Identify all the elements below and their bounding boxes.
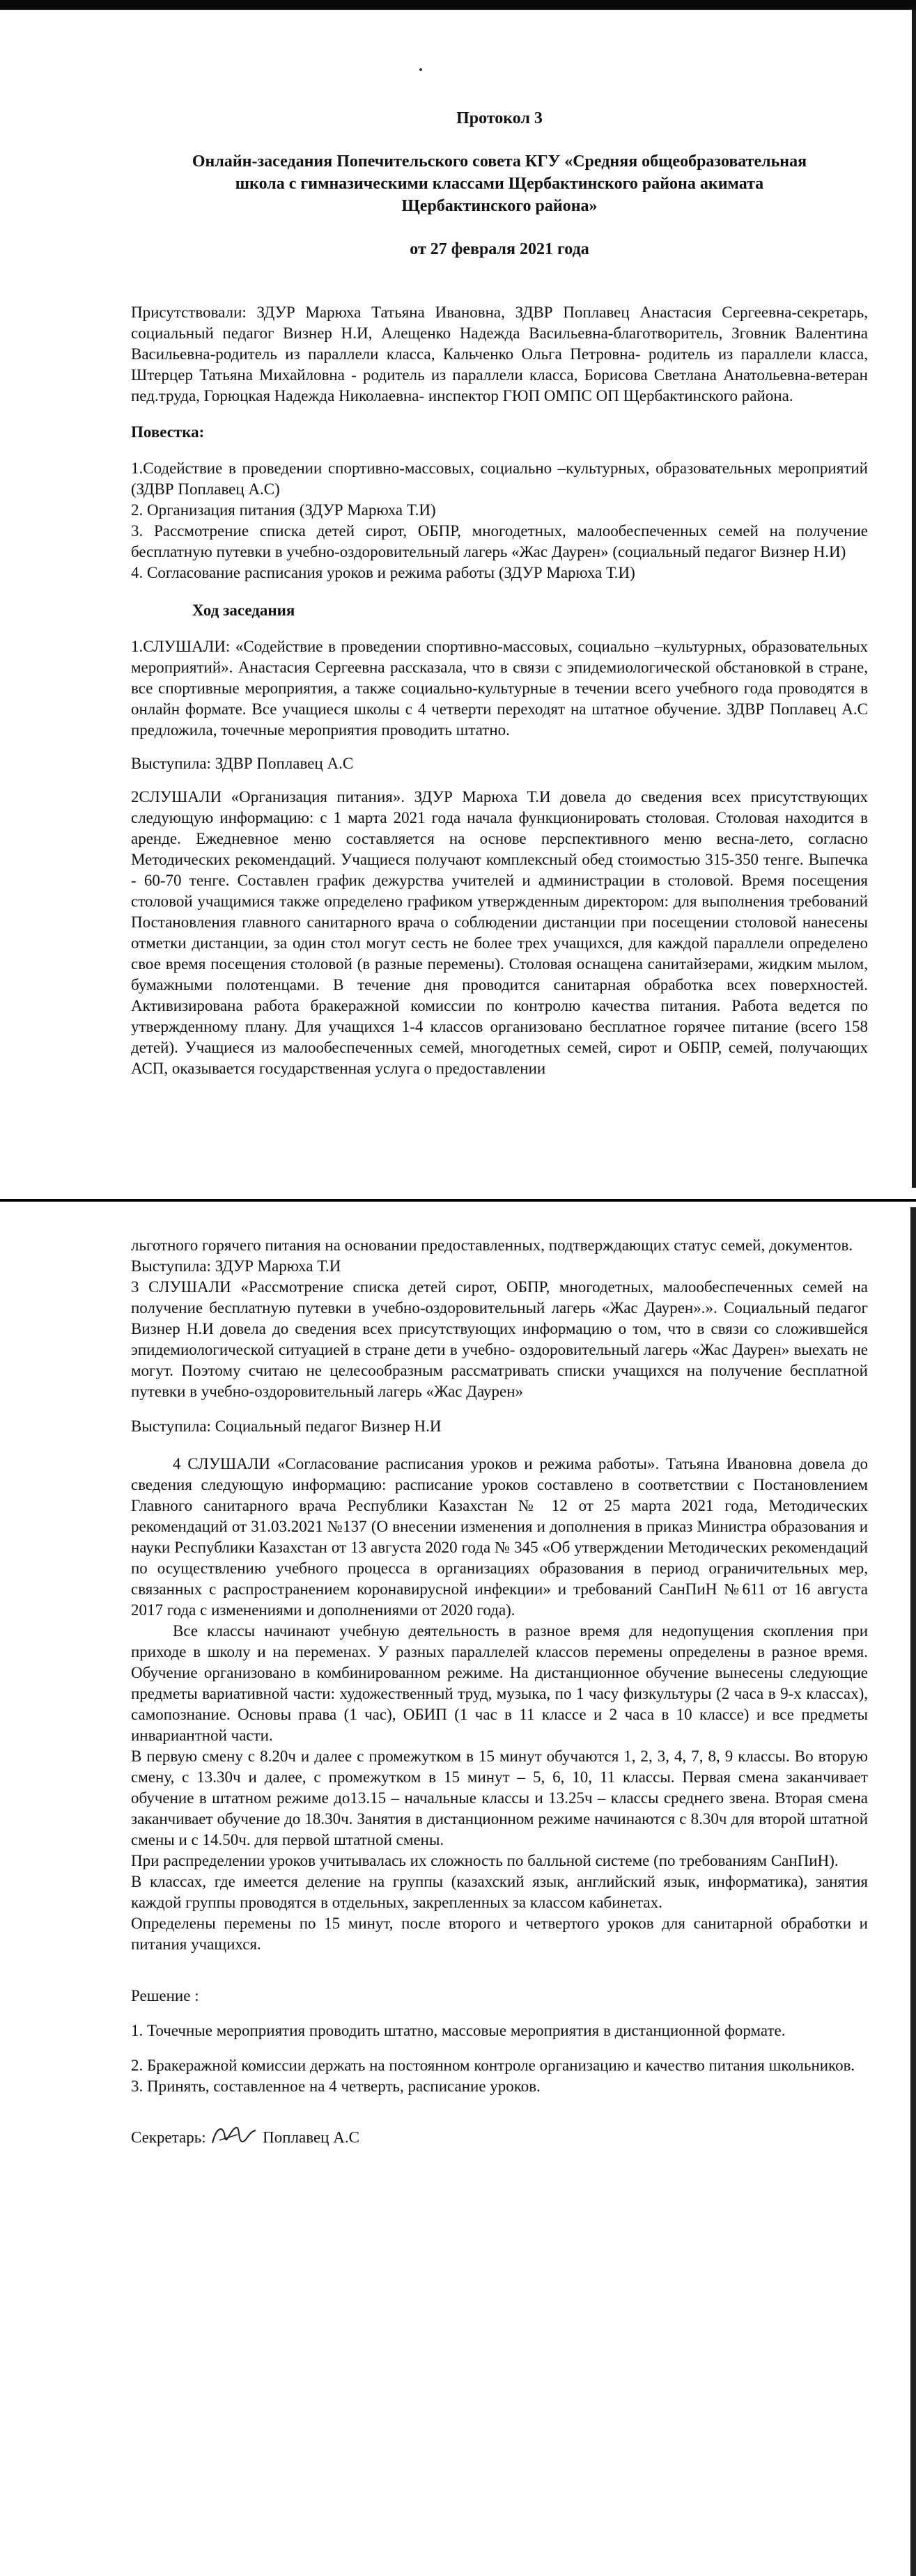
proceedings-heading: Ход заседания bbox=[192, 602, 295, 619]
document-page-1 bbox=[0, 10, 916, 1207]
page-2-content bbox=[131, 1235, 868, 2155]
agenda-item-2: 2. Организация питания (ЗДУР Марюха Т.И) bbox=[131, 501, 436, 519]
scan-top-edge bbox=[0, 0, 916, 10]
item-2-continuation: льготного горячего питания на основании предоставленных, подтверждающих статус семей, документов. bbox=[131, 1236, 853, 1254]
meeting-date: от 27 февраля 2021 года bbox=[410, 240, 589, 258]
title-line-3: Щербактинского района» bbox=[401, 197, 598, 215]
item-2-speaker: Выступила: ЗДУР Марюха Т.И bbox=[131, 1257, 341, 1275]
document-page-2 bbox=[0, 1207, 916, 2576]
item-4-paragraph-6: Определены перемены по 15 минут, после второго и четвертого уроков для санитарной обработки и питания учащихся. bbox=[131, 1915, 868, 1953]
decision-item-2: 2. Бракеражной комиссии держать на постоянном контроле организацию и качество питания школьников. bbox=[131, 2057, 855, 2074]
item-2-paragraph: 2СЛУШАЛИ «Организация питания». ЗДУР Марюха Т.И довела до сведения всех присутствующих следующую информацию: с 1 марта 2021 года начала функционировать столовая. Столовая находится в аренде. Ежедневное меню составляется на основе перспективного меню весна-лето, согласно Методических рекомендаций. Учащиеся получают комплексный обед стоимостью 315-350 тенге. Выпечка - 60-70 тенге. Составлен график дежурства учителей и администрации в столовой. Время посещения столовой учащимися также определено графиком утвержденным директором: для выполнения требований Постановления главного санитарного врача о соблюдении дистанции при посещении столовой нанесены отметки дистанции, за один стол могут сесть не более трех учащихся, для каждой параллели определено свое время посещения столовой (в разные перемены). Столовая оснащена санитайзерами, жидким мылом, бумажными полотенцами. В течение дня проводится санитарная обработка всех поверхностей. Активизирована работа бракеражной комиссии по контролю качества питания. Работа ведется по утвержденному плану. Для учащихся 1-4 классов организовано бесплатное горячее питание (всего 158 детей). Учащиеся из малообеспеченных семей, многодетных семей, сирот и ОБПР, семей, получающих АСП, оказывается государственная услуга о предоставлении bbox=[131, 788, 868, 1077]
secretary-name: Поплавец А.С bbox=[263, 2128, 359, 2146]
signature-line bbox=[131, 2122, 868, 2155]
title-line-1: Онлайн-заседания Попечительского совета КГУ «Средняя общеобразовательная bbox=[192, 152, 807, 171]
item-4-paragraph-3: В первую смену с 8.20ч и далее с промежутком в 15 минут обучаются 1, 2, 3, 4, 7, 8, 9 классы. Во вторую смену, с 13.30ч и далее, с промежутком в 15 минут – 5, 6, 10, 11 классы. Первая смена заканчивает обучение в штатном режиме до13.15 – начальные классы и 13.25ч – классы среднего звена. Вторая смена заканчивает обучение до 18.30ч. Занятия в дистанционном режиме начинаются с 8.30ч для второй штатной смены и с 14.50ч. для первой штатной смены. bbox=[131, 1748, 868, 1848]
attendees-paragraph: Присутствовали: ЗДУР Марюха Татьяна Ивановна, ЗДВР Поплавец Анастасия Сергеевна-секретарь, социальный педагог Визнер Н.И, Алещенко Надежда Васильевна-благотворитель, Зговник Валентина Васильевна-родитель из параллели класса, Кальченко Ольга Петровна- родитель из параллели класса, Штерцер Татьяна Михайловна - родитель из параллели класса, Борисова Светлана Анатольевна-ветеран пед.труда, Горюцкая Надежда Николаевна- инспектор ГЮП ОМПС ОП Щербактинского района. bbox=[131, 304, 868, 405]
item-1-speaker: Выступила: ЗДВР Поплавец А.С bbox=[131, 755, 354, 772]
item-4-paragraph-2: Все классы начинают учебную деятельность в разное время для недопущения скопления при приходе в школу и на переменах. У разных параллелей классов перемены определены в разное время. Обучение организовано в комбинированном режиме. На дистанционное обучение вынесены следующие предметы вариативной части: художественный труд, музыка, по 1 часу физкультуры (2 часа в 9-х классах), самопознание. Основы права (1 час), ОБИП (1 час в 11 классе и 2 часа в 10 классе) и все предметы инвариантной части. bbox=[131, 1622, 868, 1744]
scan-speck bbox=[419, 68, 422, 71]
handwritten-signature bbox=[210, 2122, 258, 2155]
secretary-label: Секретарь: bbox=[131, 2128, 206, 2146]
decisions-heading: Решение : bbox=[131, 1987, 199, 2004]
scan-page-separator bbox=[0, 1199, 916, 1202]
item-1-paragraph: 1.СЛУШАЛИ: «Содействие в проведении спортивно-массовых, социально –культурных, образовательных мероприятий». Анастасия Сергеевна рассказала, что в связи с эпидемиологической обстановкой в стране, все спортивные мероприятия, а также социально-культурные в течении всего учебного года проводятся в онлайн формате. Все учащиеся школы с 4 четверти переходят на штатное обучение. ЗДВР Поплавец А.С предложила, точечные мероприятия проводить штатно. bbox=[131, 638, 868, 739]
scan-right-edge bbox=[912, 10, 916, 1207]
agenda-heading: Повестка: bbox=[131, 423, 205, 441]
item-4-paragraph-4: При распределении уроков учитывалась их сложность по балльной системе (по требованиям СанПиН). bbox=[131, 1852, 839, 1869]
decision-item-3: 3. Принять, составленное на 4 четверть, расписание уроков. bbox=[131, 2078, 541, 2095]
page-1-content bbox=[131, 107, 868, 1079]
agenda-item-3: 3. Рассмотрение списка детей сирот, ОБПР, многодетных, малообеспеченных семей на получение бесплатную путевки в учебно-оздоровительный лагерь «Жас Даурен» (социальный педагог Визнер Н.И) bbox=[131, 522, 868, 560]
scan-right-edge-2 bbox=[910, 1207, 916, 2576]
item-4-paragraph-5: В классах, где имеется деление на группы (казахский язык, английский язык, информатика), занятия каждой группы проводятся в отдельных, закрепленных за классом кабинетах. bbox=[131, 1873, 868, 1911]
decision-item-1: 1. Точечные мероприятия проводить штатно, массовые мероприятия в дистанционной формате. bbox=[131, 2022, 786, 2039]
agenda-item-1: 1.Содействие в проведении спортивно-массовых, социально –культурных, образовательных мероприятий (ЗДВР Поплавец А.С) bbox=[131, 460, 868, 498]
protocol-number: Протокол 3 bbox=[456, 109, 543, 127]
title-line-2: школа с гимназическими классами Щербактинского района акимата bbox=[235, 175, 764, 193]
agenda-item-4: 4. Согласование расписания уроков и режима работы (ЗДУР Марюха Т.И) bbox=[131, 564, 635, 581]
item-3-paragraph: 3 СЛУШАЛИ «Рассмотрение списка детей сирот, ОБПР, многодетных, малообеспеченных семей на получение бесплатную путевки в учебно-оздоровительный лагерь «Жас Даурен».». Социальный педагог Визнер Н.И довела до сведения всех присутствующих информацию о том, что в связи со сложившейся эпидемиологической ситуацией в стране дети в учебно- оздоровительный лагерь «Жас Даурен» выехать не могут. Поэтому считаю не целесообразным рассматривать списки учащихся на получение бесплатной путевки в учебно-оздоровительный лагерь «Жас Даурен» bbox=[131, 1278, 868, 1400]
item-4-paragraph-1: 4 СЛУШАЛИ «Согласование расписания уроков и режима работы». Татьяна Ивановна довела до сведения следующую информацию: расписание уроков составлено в соответствии с Постановлением Главного санитарного врача Республики Казахстан № 12 от 25 марта 2021 года, Методических рекомендаций от 31.03.2021 №137 (О внесении изменения и дополнения в приказ Министра образования и науки Республики Казахстан от 13 августа 2020 года № 345 «Об утверждении Методических рекомендаций по осуществлению учебного процесса в организациях образования в период ограничительных мер, связанных с распространением коронавирусной инфекции» и требований СанПиН №611 от 16 августа 2017 года с изменениями и дополнениями от 2020 года). bbox=[131, 1455, 868, 1619]
item-3-speaker: Выступила: Социальный педагог Визнер Н.И bbox=[131, 1417, 442, 1435]
